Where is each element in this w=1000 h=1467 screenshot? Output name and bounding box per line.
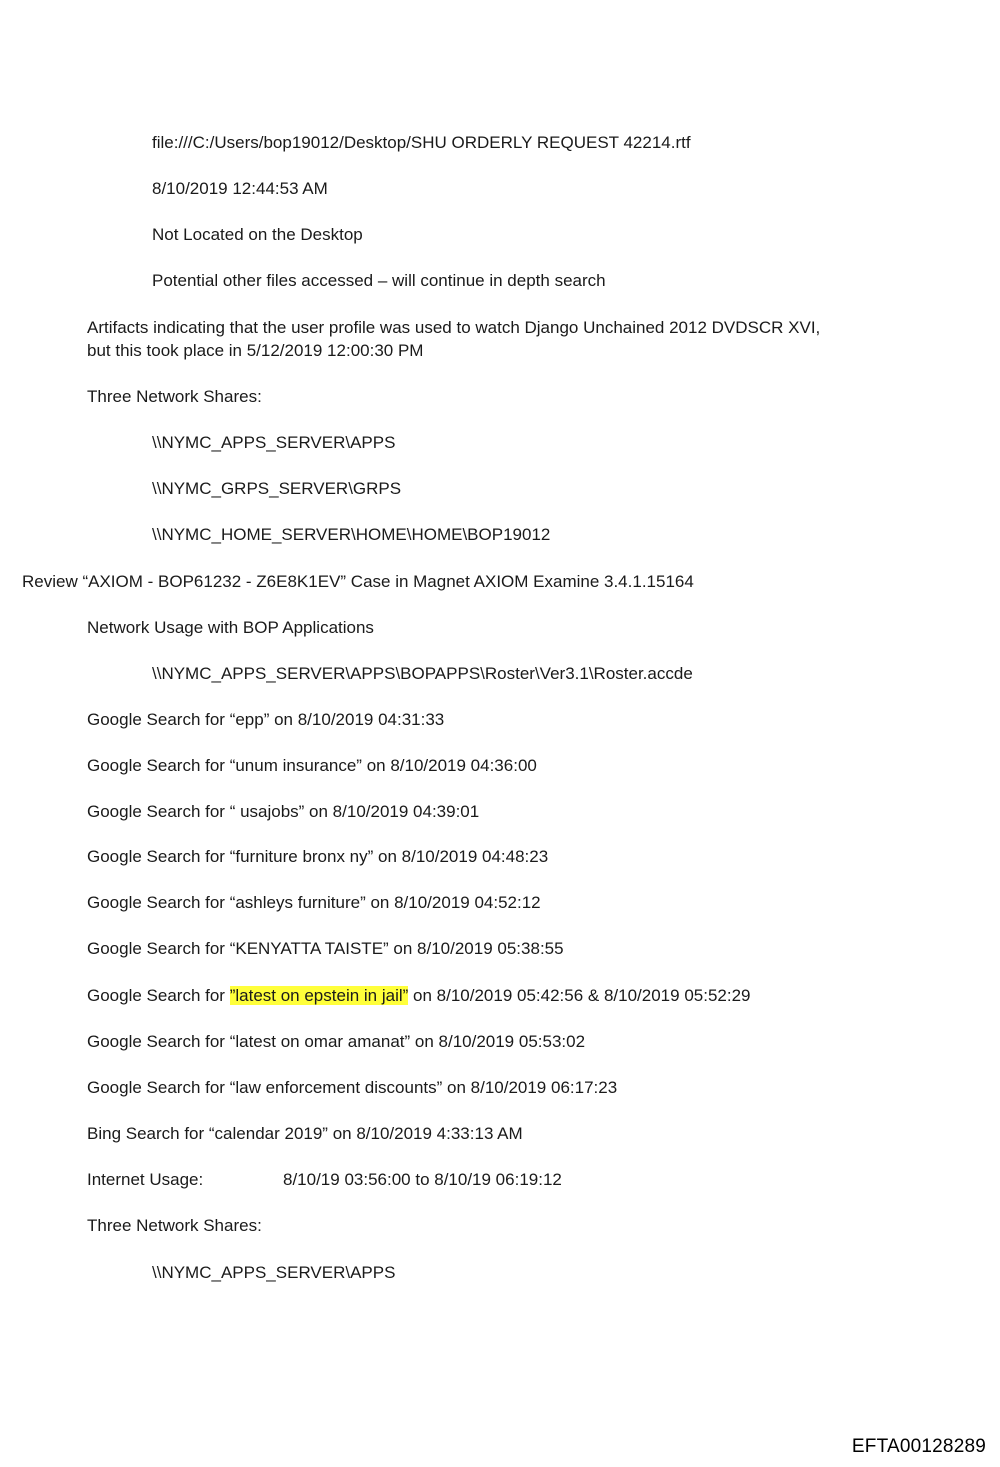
shares-heading-1: Three Network Shares:	[87, 387, 262, 406]
artifacts-line-2: but this took place in 5/12/2019 12:00:30 PM	[87, 341, 424, 360]
internet-usage-label: Internet Usage:	[87, 1170, 204, 1189]
bates-number: EFTA00128289	[851, 1436, 986, 1457]
file-path: file:///C:/Users/bop19012/Desktop/SHU ORDERLY REQUEST 42214.rtf	[152, 133, 691, 152]
file-timestamp: 8/10/2019 12:44:53 AM	[152, 179, 328, 198]
artifacts-line-1: Artifacts indicating that the user profile was used to watch Django Unchained 2012 DVDSCR XVI,	[87, 318, 821, 337]
network-usage-heading: Network Usage with BOP Applications	[87, 618, 374, 637]
file-note: Potential other files accessed – will continue in depth search	[152, 271, 606, 290]
file-status: Not Located on the Desktop	[152, 225, 363, 244]
search-entry-highlighted	[87, 984, 751, 1007]
network-share-2: \\NYMC_GRPS_SERVER\GRPS	[152, 479, 402, 498]
shares-heading-2: Three Network Shares:	[87, 1216, 262, 1235]
search-entry: Google Search for “ashleys furniture” on 8/10/2019 04:52:12	[87, 893, 541, 912]
search-entry: Google Search for “epp” on 8/10/2019 04:31:33	[87, 710, 445, 729]
network-share-3: \\NYMC_HOME_SERVER\HOME\HOME\BOP19012	[152, 525, 551, 544]
review-heading: Review “AXIOM - BOP61232 - Z6E8K1EV” Case in Magnet AXIOM Examine 3.4.1.15164	[22, 572, 694, 591]
search-entry: Google Search for “unum insurance” on 8/10/2019 04:36:00	[87, 756, 537, 775]
network-share-1: \\NYMC_APPS_SERVER\APPS	[152, 433, 396, 452]
network-usage-path: \\NYMC_APPS_SERVER\APPS\BOPAPPS\Roster\Ver3.1\Roster.accde	[152, 664, 693, 683]
search-entry: Google Search for “latest on omar amanat” on 8/10/2019 05:53:02	[87, 1032, 586, 1051]
internet-usage	[87, 1168, 787, 1191]
search-prefix: Google Search for	[87, 986, 230, 1005]
internet-usage-value: 8/10/19 03:56:00 to 8/10/19 06:19:12	[283, 1170, 562, 1189]
highlighted-query: ”latest on epstein in jail”	[229, 986, 409, 1005]
network-share-4: \\NYMC_APPS_SERVER\APPS	[152, 1263, 396, 1282]
search-entry: Google Search for “furniture bronx ny” on 8/10/2019 04:48:23	[87, 847, 549, 866]
search-entry: Google Search for “KENYATTA TAISTE” on 8/10/2019 05:38:55	[87, 939, 564, 958]
search-entry: Google Search for “law enforcement discounts” on 8/10/2019 06:17:23	[87, 1078, 618, 1097]
search-entry: Bing Search for “calendar 2019” on 8/10/2019 4:33:13 AM	[87, 1124, 523, 1143]
search-entry: Google Search for “ usajobs” on 8/10/2019 04:39:01	[87, 802, 480, 821]
search-suffix: on 8/10/2019 05:42:56 & 8/10/2019 05:52:29	[408, 986, 751, 1005]
